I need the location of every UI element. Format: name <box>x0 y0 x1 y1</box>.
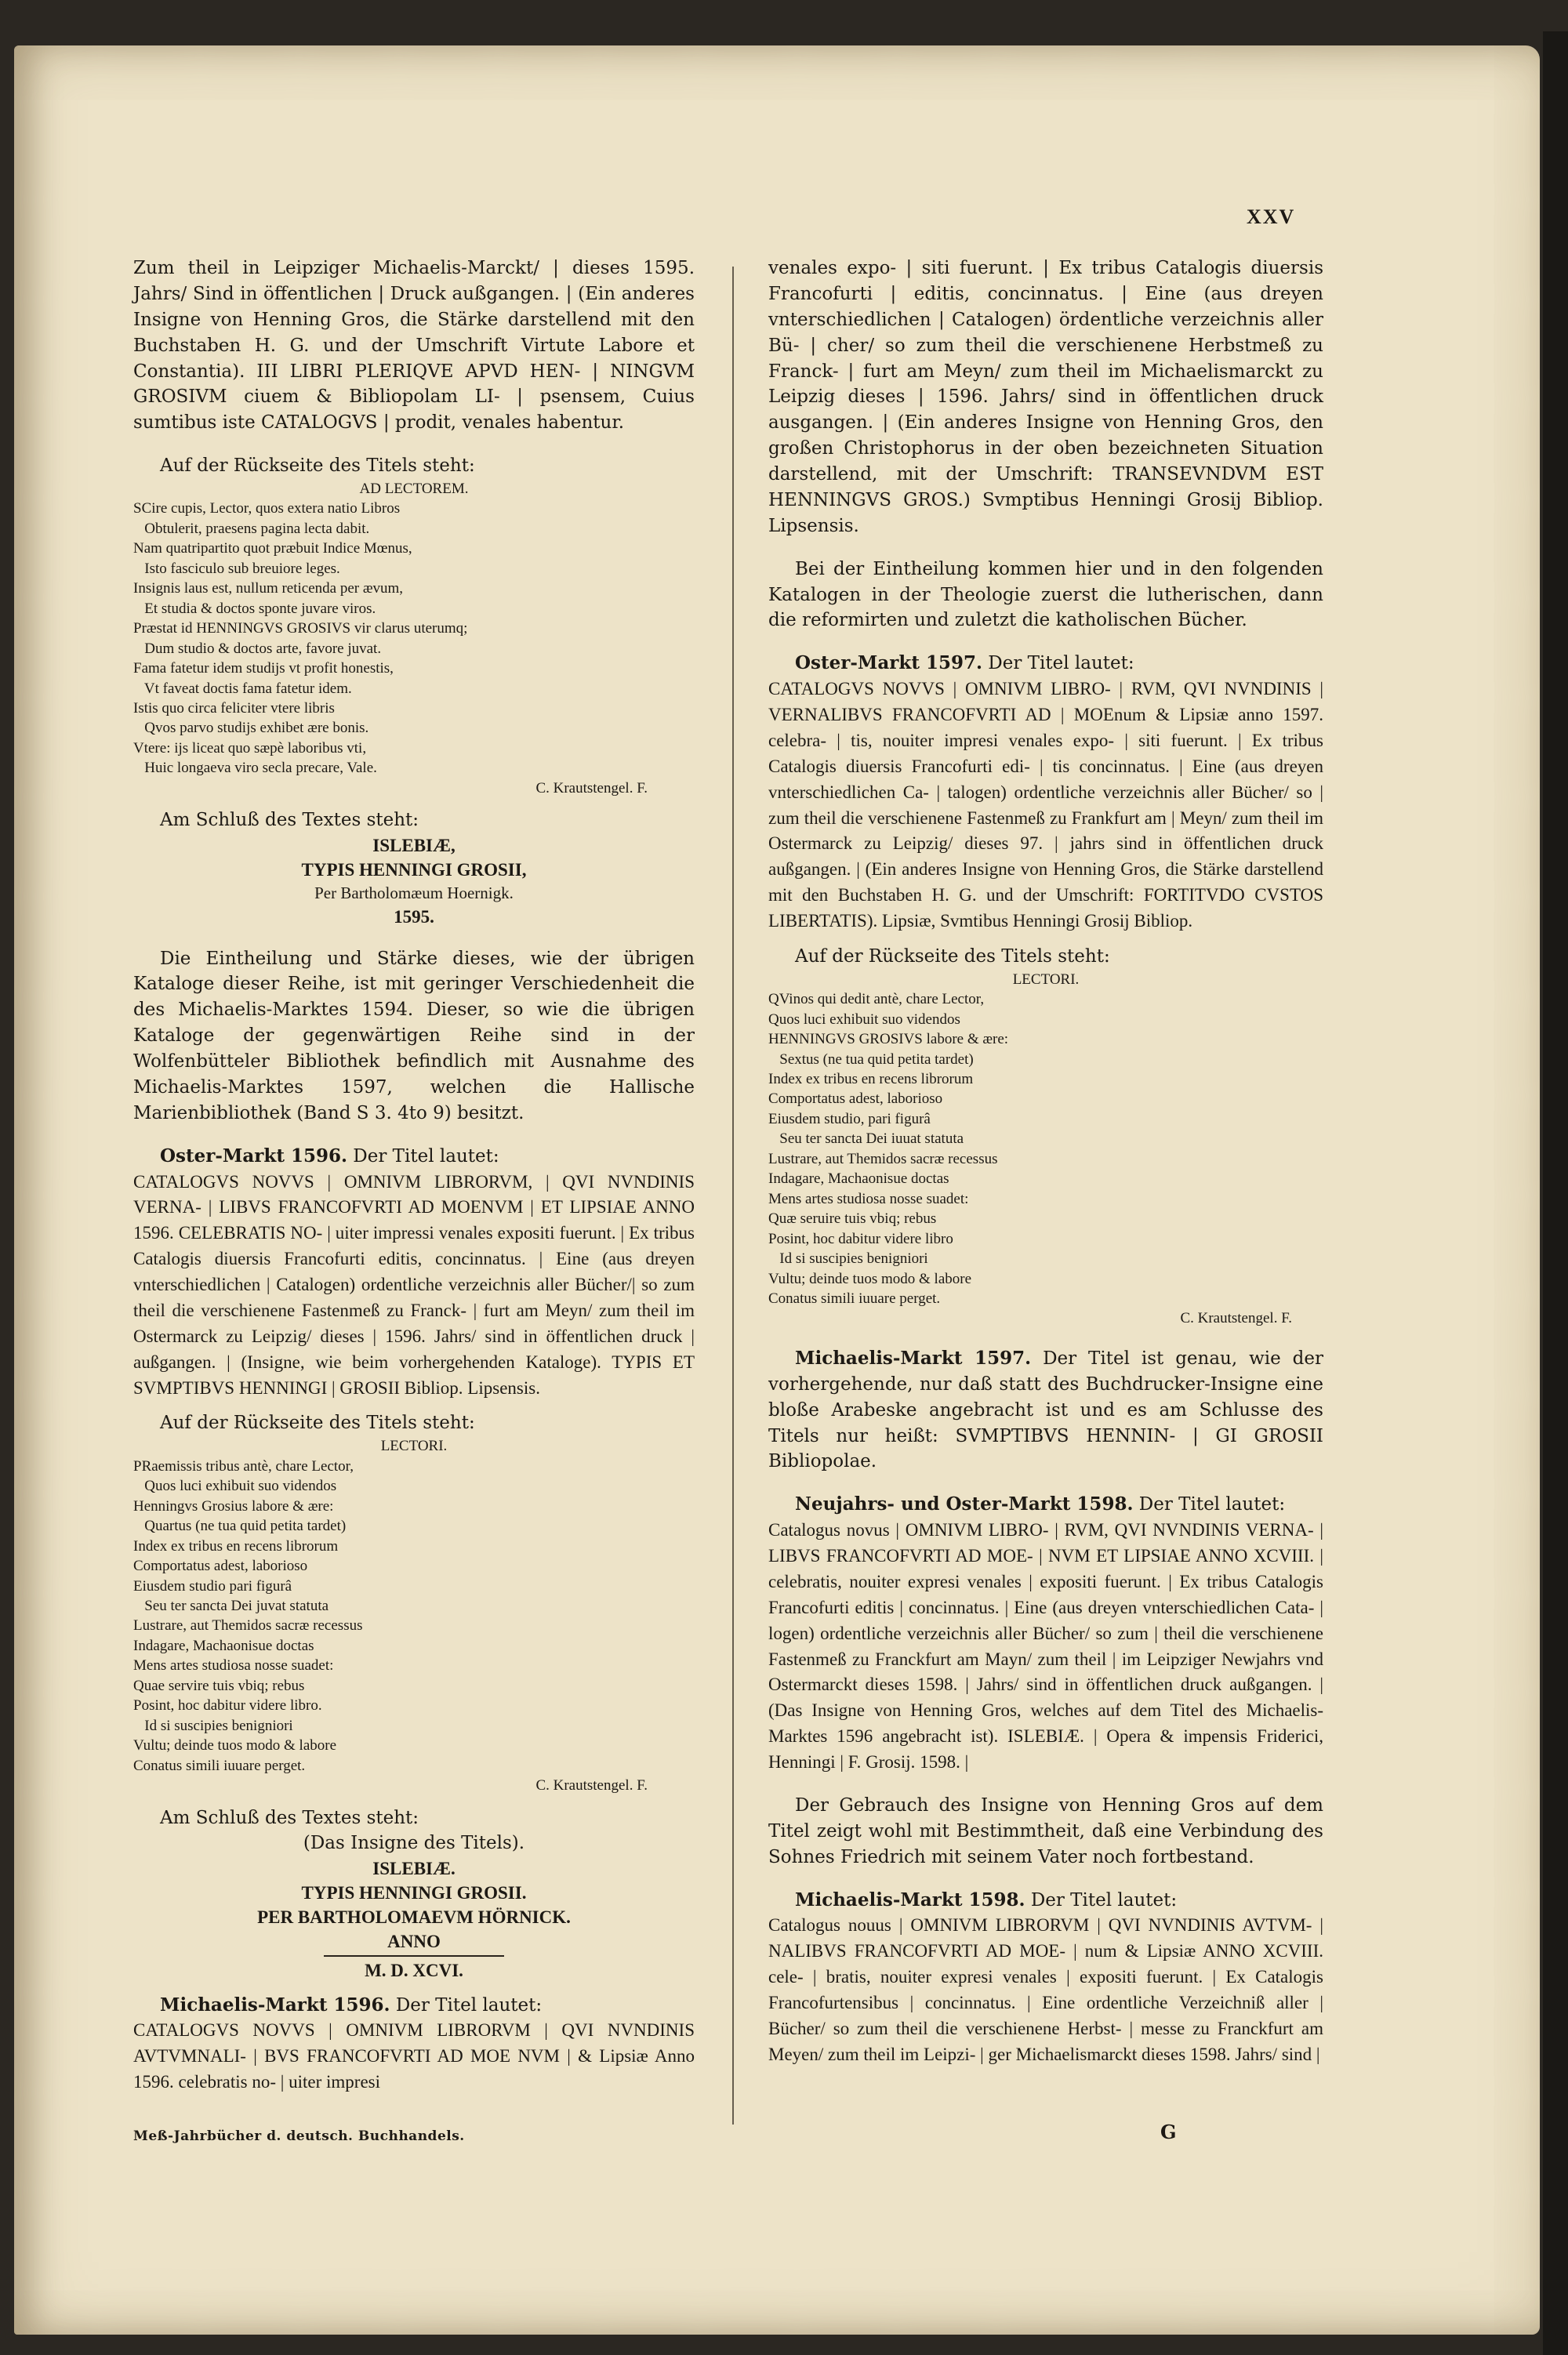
right-section-1598-neujahr <box>768 1492 1323 1518</box>
section-heading: Michaelis-Markt 1598. <box>795 1889 1025 1910</box>
right-back-intro: Auf der Rückseite des Titels steht: <box>795 945 1110 967</box>
left-back-intro-1: Auf der Rückseite des Titels steht: <box>160 455 475 477</box>
left-paragraph-2: Die Eintheilung und Stärke dieses, wie der übrigen Kataloge dieser Reihe, ist mit geringer Verschiedenheit die des Michaelis-Marktes 1594. Dieser, so wie die übrigen Kataloge der gegenwärtigen Reihe sind in der Wolfenbütteler Bibliothek befindlich mit Ausnahme des Michaelis-Marktes 1597, welchen die Hallische Marienbibliothek (Band S 3. 4to 9) besitzt. <box>133 948 695 1123</box>
poem-line: Quæ seruire tuis vbiq; rebus <box>768 1210 937 1228</box>
right-poem <box>768 970 1323 1309</box>
left-poem-1-signature: C. Krautstengel. F. <box>535 779 648 796</box>
left-end-intro-2: Am Schluß des Textes steht: <box>160 1807 419 1828</box>
column-divider <box>732 267 734 2125</box>
right-title-1597-oster: CATALOGVS NOVVS | OMNIVM LIBRO- | RVM, QVI NVNDINIS | VERNALIBVS FRANCOFVRTI AD | MOEnum & Lipsiæ anno 1597. celebra- | tis, nouiter impresi venales expo- | siti fuerunt. | Ex tribus Catalogis diuersis Francofurti edi- | tis concinnatus. | Eine (aus dreyen vnterschiedlichen Ca- | talogen) ordentliche verzeichnis aller Bücher/ so | zum theil die verschienene Fastenmeß zu Frankfurt am | Meyn/ zum theil im Ostermarck zu Leipzig/ dieses 97. | jahrs sind in öffentlichen druck außgangen. | (Ein anderes Insigne von Henning Gros, die Stärke darstellend mit den Buchstaben H. G. und der Umschrift: FORTITVDO CVSTOS LIBERTATIS). Lipsiæ, Svmtibus Henningi Grosij Bibliop. <box>768 679 1323 931</box>
poem-line: Lustrare, aut Themidos sacræ recessus <box>768 1150 998 1167</box>
poem-line: Isto fasciculo sub breuiore leges. <box>133 560 340 577</box>
left-poem-2 <box>133 1436 695 1776</box>
poem-line: Eiusdem studio, pari figurâ <box>768 1110 931 1127</box>
poem-line: QVinos qui dedit antè, chare Lector, <box>768 991 985 1008</box>
poem-line: Index ex tribus en recens librorum <box>768 1071 974 1088</box>
poem-line: Fama fatetur idem studijs vt profit honestis, <box>133 660 394 677</box>
poem-line: Mens artes studiosa nosse suadet: <box>768 1190 969 1207</box>
imprint-line: ISLEBIÆ. <box>372 1859 456 1879</box>
poem-line: Id si suscipies benigniori <box>133 1717 293 1734</box>
poem-line: Id si suscipies benigniori <box>768 1250 928 1268</box>
poem-line: Sextus (ne tua quid petita tardet) <box>768 1050 974 1068</box>
section-heading: Neujahrs- und Oster-Markt 1598. <box>795 1493 1134 1515</box>
right-poem-signature: C. Krautstengel. F. <box>1180 1310 1292 1327</box>
poem-line: Seu ter sancta Dei juvat statuta <box>133 1597 329 1614</box>
section-heading: Oster-Markt 1597. <box>795 652 982 674</box>
right-section-1597-michaelis <box>768 1346 1323 1475</box>
poem-line: Istis quo circa feliciter vtere libris <box>133 699 335 717</box>
poem-line: Comportatus adest, laborioso <box>768 1090 943 1108</box>
poem-line: Nam quatripartito quot præbuit Indice Mœnus, <box>133 540 412 557</box>
section-heading: Michaelis-Markt 1596. <box>160 1994 390 2016</box>
imprint-line: ANNO <box>387 1932 441 1952</box>
poem-line: Quos luci exhibuit suo videndos <box>133 1478 337 1495</box>
poem-line: Quae servire tuis vbiq; rebus <box>133 1677 305 1694</box>
poem-line: Lustrare, aut Themidos sacræ recessus <box>133 1617 363 1635</box>
poem-line: Vtere: ijs liceat quo sæpè laboribus vti, <box>133 739 367 757</box>
left-section-1596-oster <box>133 1144 695 1170</box>
poem-line: Index ex tribus en recens librorum <box>133 1537 339 1555</box>
right-paragraph-6: Der Gebrauch des Insigne von Henning Gros auf dem Titel zeigt wohl mit Bestimmtheit, daß eine Verbindung des Sohnes Friedrich mit seinem Vater noch fortbestand. <box>768 1794 1323 1867</box>
poem-line: PRaemissis tribus antè, chare Lector, <box>133 1457 354 1475</box>
right-paragraph-2: Bei der Eintheilung kommen hier und in den folgenden Katalogen in der Theologie zuerst die lutherischen, dann die reformirten und zuletzt die katholischen Bücher. <box>768 558 1323 631</box>
poem-title: LECTORI. <box>1012 971 1080 988</box>
section-heading: Michaelis-Markt 1597. <box>795 1347 1032 1369</box>
poem-line: SCire cupis, Lector, quos extera natio Libros <box>133 500 401 517</box>
poem-line: Posint, hoc dabitur videre libro. <box>133 1697 322 1715</box>
poem-line: Vt faveat doctis fama fatetur idem. <box>133 680 352 697</box>
section-heading: Oster-Markt 1596. <box>160 1145 347 1167</box>
right-section-1597-oster <box>768 651 1323 677</box>
poem-line: Indagare, Machaonisue doctas <box>133 1637 314 1654</box>
page-number: XXV <box>1247 205 1296 228</box>
imprint-line: TYPIS HENNINGI GROSII. <box>301 1883 527 1903</box>
right-title-1598-neujahr: Catalogus novus | OMNIVM LIBRO- | RVM, QVI NVNDINIS VERNA- | LIBVS FRANCOFVRTI AD MOE- | NVM ET LIPSIAE ANNO XCVIII. | celebratis, nouiter expresi venales | expositi fuerunt. | Ex tribus Catalogis Francofurti editis | concinnatus. | Eine (aus dreyen vnterschiedlichen Cata- | logen) ordentliche verzeichnis aller Bücher/ so zum | theil die verschienene Fastenmeß zu Franckfurt am Mayn/ zum theil | im Leipziger Newjahrs vnd Ostermarckt dieses 1598. | Jahrs/ sind in öffentlichen druck außgangen. | (Das Insigne von Henning Gros, welches auf dem Titel des Michaelis-Marktes 1596 angebracht ist). ISLEBIÆ. | Opera & impensis Friderici, Henningi | F. Grosij. 1598. | <box>768 1520 1323 1773</box>
section-lead: Der Titel lautet: <box>395 1994 543 2016</box>
right-title-1598-michaelis: Catalogus nouus | OMNIVM LIBRORVM | QVI NVNDINIS AVTVM- | NALIBVS FRANCOFVRTI AD MOE- | num & Lipsiæ ANNO XCVIII. cele- | bratis, nouiter expresi venales | expositi fuerunt. | Ex Catalogis Francofurtensibus | concinnatus. | Eine ordentliche Verzeichniß aller | Bücher/ so zum theil die verschienene Herbst- | messe zu Franckfurt am Meyen/ zum theil im Leipzi- | ger Michaelismarckt dieses 1598. Jahrs/ sind | <box>768 1915 1323 2064</box>
right-column <box>768 256 1323 2068</box>
left-section-1596-michaelis <box>133 1993 695 2019</box>
poem-line: Quos luci exhibuit suo videndos <box>768 1011 960 1028</box>
left-end-note-2: (Das Insigne des Titels). <box>303 1833 525 1854</box>
section-lead: Der Titel lautet: <box>353 1145 499 1167</box>
section-lead: Der Titel lautet: <box>1030 1889 1178 1910</box>
imprint-line: Per Bartholomæum Hoernigk. <box>314 884 514 903</box>
poem-line: Qvos parvo studijs exhibet ære bonis. <box>133 720 369 737</box>
imprint-line: TYPIS HENNINGI GROSII, <box>301 860 527 880</box>
poem-line: Insignis laus est, nullum reticenda per ævum, <box>133 580 404 597</box>
poem-line: Vultu; deinde tuos modo & labore <box>768 1270 972 1287</box>
poem-line: Seu ter sancta Dei iuuat statuta <box>768 1130 964 1148</box>
poem-line: Quartus (ne tua quid petita tardet) <box>133 1518 347 1535</box>
poem-line: HENNINGVS GROSIVS labore & ære: <box>768 1031 1009 1048</box>
imprint-line: 1595. <box>394 906 434 927</box>
left-poem-1 <box>133 479 695 778</box>
section-lead: Der Titel lautet: <box>1138 1494 1286 1515</box>
section-body: Der Titel ist genau, wie der vorhergehende, nur daß statt des Buchdrucker-Insigne eine bloße Arabeske angebracht ist und es am Schlusse des Titels nur heißt: SVMPTIBVS HENNIN- | GI GROSII Bibliopolae. <box>768 1348 1324 1472</box>
poem-line: Eiusdem studio pari figurâ <box>133 1577 292 1595</box>
right-paragraph-1: venales expo- | siti fuerunt. | Ex tribus Catalogis diuersis Francofurti | editis, concinnatus. | Eine (aus dreyen vnterschiedlichen | Catalogen) ördentliche verzeichnis aller Bü- | cher/ so zum theil die verschienene Herbstmeß zu Franck- | furt am Meyn/ zum theil im Michaelismarckt zu Leipzig dieses | 1596. Jahrs/ sind in öffentlichen druck ausgangen. | (Ein anderes Insigne von Henning Gros, den großen Christophorus in der oben bezeichneten Situation darstellend, mit der Umschrift: TRANSEVNDVM EST HENNINGVS GROS.) Svmptibus Henningi Grosij Bibliop. Lipsensis. <box>768 258 1323 536</box>
poem-line: Obtulerit, praesens pagina lecta dabit. <box>133 520 370 537</box>
left-title-1596-michaelis: CATALOGVS NOVVS | OMNIVM LIBRORVM | QVI NVNDINIS AVTVMNALI- | BVS FRANCOFVRTI AD MOE NVM | & Lipsiæ Anno 1596. celebratis no- | uiter impresi <box>133 2020 695 2092</box>
imprint-rule <box>324 1955 504 1957</box>
poem-line: Dum studio & doctos arte, favore juvat. <box>133 640 382 657</box>
poem-line: Comportatus adest, laborioso <box>133 1558 308 1575</box>
footer-signature: Meß-Jahrbücher d. deutsch. Buchhandels. <box>133 2128 465 2144</box>
poem-line: Indagare, Machaonisue doctas <box>768 1170 949 1188</box>
poem-line: Posint, hoc dabitur videre libro <box>768 1230 953 1247</box>
imprint-line: M. D. XCVI. <box>365 1961 463 1981</box>
left-end-intro-1: Am Schluß des Textes steht: <box>160 810 419 831</box>
poem-title: LECTORI. <box>380 1438 448 1455</box>
left-imprint-1 <box>133 833 695 928</box>
poem-line: Huic longaeva viro secla precare, Vale. <box>133 760 377 777</box>
imprint-line: PER BARTHOLOMAEVM HÖRNICK. <box>257 1907 571 1928</box>
left-paragraph-1: Zum theil in Leipziger Michaelis-Marckt/ | dieses 1595. Jahrs/ Sind in öffentlichen | Druck außgangen. | (Ein anderes Insigne von Henning Gros, die Stärke darstellend mit den Buchstaben H. G. und der Umschrift Virtute Labore et Constantia). III LIBRI PLERIQVE APVD HEN- | NINGVM GROSIVM ciuem & Bibliopolam LI- | psensem, Cuius sumtibus iste CATALOGVS | prodit, venales habentur. <box>133 258 695 434</box>
imprint-line: ISLEBIÆ, <box>372 836 456 856</box>
left-imprint-2 <box>133 1856 695 1983</box>
right-section-1598-michaelis <box>768 1888 1323 1914</box>
signature-mark: G <box>1160 2121 1177 2143</box>
section-lead: Der Titel lautet: <box>988 653 1134 674</box>
left-column <box>133 256 695 2096</box>
left-back-intro-2: Auf der Rückseite des Titels steht: <box>160 1413 475 1434</box>
poem-line: Præstat id HENNINGVS GROSIVS vir clarus uterumq; <box>133 620 468 637</box>
poem-line: Mens artes studiosa nosse suadet: <box>133 1657 334 1675</box>
poem-line: Et studia & doctos sponte juvare viros. <box>133 600 376 617</box>
poem-title: AD LECTOREM. <box>359 481 469 497</box>
poem-line: Conatus simili iuuare perget. <box>133 1757 306 1774</box>
poem-line: Conatus simili iuuare perget. <box>768 1290 941 1307</box>
left-poem-2-signature: C. Krautstengel. F. <box>535 1777 648 1794</box>
poem-line: Henningvs Grosius labore & ære: <box>133 1497 334 1515</box>
poem-line: Vultu; deinde tuos modo & labore <box>133 1737 337 1754</box>
left-title-1596-oster: CATALOGVS NOVVS | OMNIVM LIBRORVM, | QVI NVNDINIS VERNA- | LIBVS FRANCOFVRTI AD MOENVM | ET LIPSIAE ANNO 1596. CELEBRATIS NO- | uiter impressi venales expositi fuerunt. | Ex tribus Catalogis diuersis Francofurti editis, concinnatus. | Eine (aus dreyen vnterschiedlichen | Catalogen) ordentliche verzeichnis aller Bücher/| so zum theil die verschienene Fastenmeß zu Franck- | furt am Meyn/ zum theil im Ostermarck zu Leipzig/ dieses | 1596. Jahrs/ sind in öffentlichen druck | außgangen. | (Insigne, wie beim vorhergehenden Kataloge). TYPIS ET SVMPTIBVS HENNINGI | GROSII Bibliop. Lipsensis. <box>133 1171 695 1398</box>
